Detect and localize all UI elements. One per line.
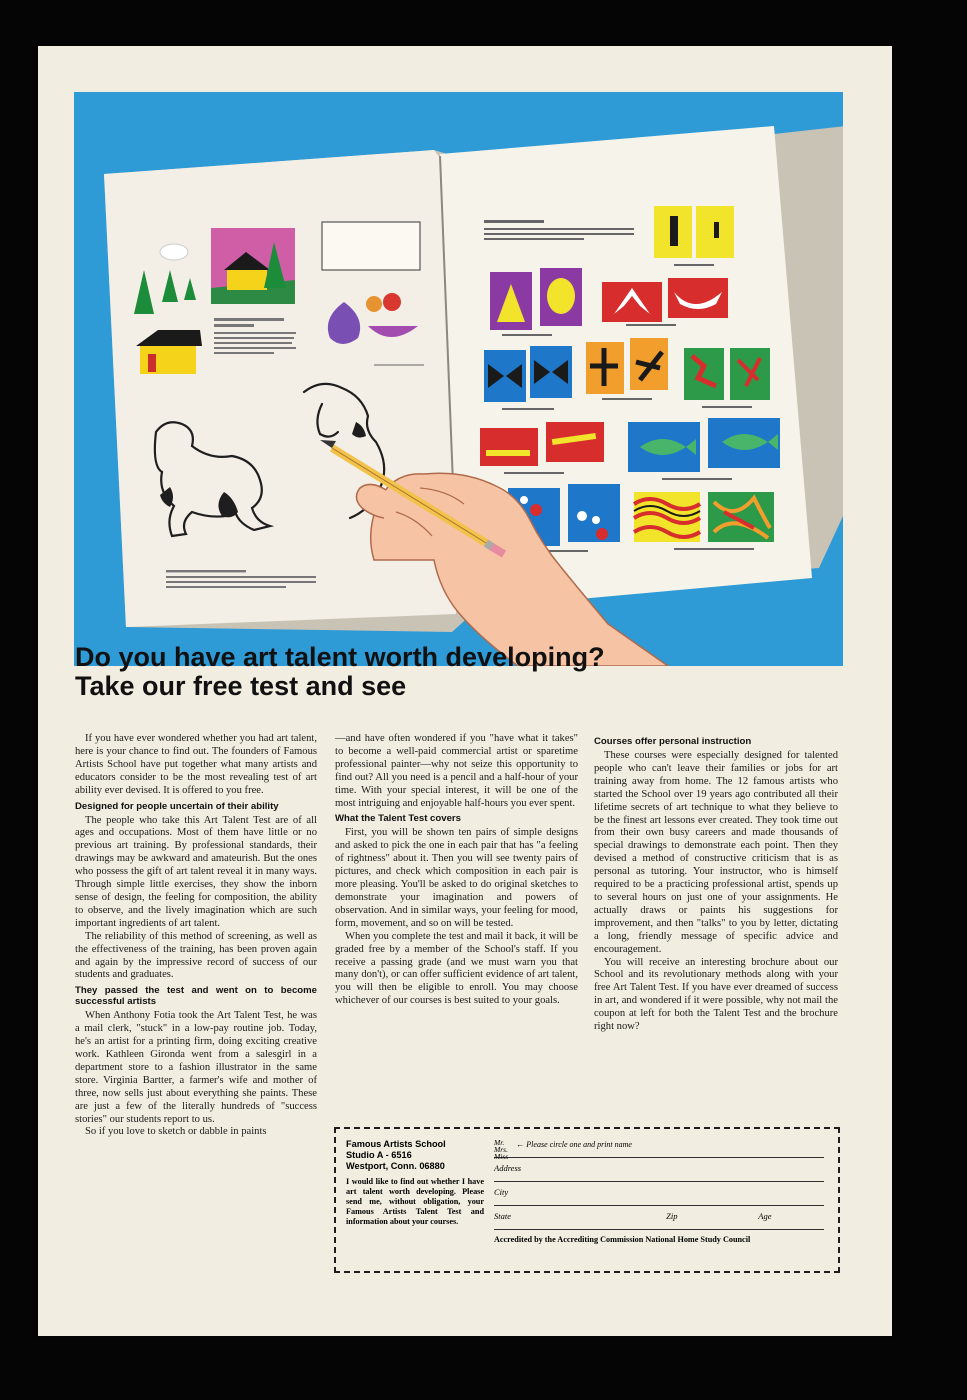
col1-para-2: The people who take this Art Talent Test are of all ages and occupations. Most of them have little or no previous art training. By professional standards, their drawings may be awkward and amateurish. But the ones who possess the gift of art talent reveal it in many ways. Through simple little exercises, they show the inborn sense of design, the feeling for composition, the ability to observe, and the lively imagination which are such important ingredients of art talent. <box>75 814 317 929</box>
coupon-form <box>494 1139 824 1244</box>
column-1 <box>75 733 317 1139</box>
headline-line-2: Take our free test and see <box>75 671 407 701</box>
coupon-address-block <box>346 1139 484 1227</box>
coupon-name-field[interactable] <box>494 1138 824 1161</box>
art-talent-test-illustration <box>74 92 843 666</box>
col1-intro: If you have ever wondered whether you had art talent, here is your chance to find out. The founders of Famous Artists School have put together what many artists and educators consider to be the most revealing test of art ability ever devised. It is offered to you free. <box>75 733 317 796</box>
coupon-name-instruction: ← Please circle one and print name <box>516 1140 632 1149</box>
coupon-city: Westport, Conn. 06880 <box>346 1161 445 1171</box>
col2-para-3: When you complete the test and mail it back, it will be graded free by a member of the School's staff. If you receive a passing grade (and we must warn you that many don't), or can offer sufficient evidence of art talent, you will then be eligible to enroll. You may choose whichever of our courses is best suited to your goals. <box>335 930 578 1007</box>
coupon-accreditation: Accredited by the Accrediting Commission National Home Study Council <box>494 1235 751 1244</box>
address-label: Address <box>494 1163 522 1173</box>
column-3 <box>594 733 838 1034</box>
age-label: Age <box>758 1211 772 1221</box>
col1-para-3: The reliability of this method of screening, as well as the effectiveness of the training, has been proven again and again by the impressive record of success of our students and graduates. <box>75 930 317 981</box>
coupon-studio: Studio A - 6516 <box>346 1150 412 1160</box>
col2-subhead-1: What the Talent Test covers <box>335 813 461 825</box>
col2-para-2: First, you will be shown ten pairs of simple designs and asked to pick the one in each pair that has "a feeling of rightness" about it. Then you will see twenty pairs of pictures, and check which composition in each pair is more pleasing. You'll be asked to do original sketches to demonstrate your imagination and powers of observation. And in similar ways, your feeling for mood, form, movement, and so on will be tested. <box>335 827 578 929</box>
coupon-request-text: I would like to find out whether I have art talent worth developing. Please send me, without obligation, your Famous Artists Talent Test and information about your courses. <box>346 1177 484 1226</box>
col3-subhead-1: Courses offer personal instruction <box>594 736 752 747</box>
title-miss[interactable]: Miss <box>494 1152 509 1161</box>
zip-label: Zip <box>666 1211 678 1221</box>
magazine-page <box>38 46 892 1336</box>
col2-para-1: —and have often wondered if you "have what it takes" to become a well-paid commercial artist or sparetime professional painter—why not seize this opportunity to find out? All you need is a pencil and a half-hour of your time. With your special interest, it will be one of the most intriguing and enjoyable half-hours you ever spent. <box>335 733 578 809</box>
coupon-title-options[interactable] <box>494 1139 508 1160</box>
coupon-address-field[interactable] <box>494 1163 824 1182</box>
col1-subhead-1: Designed for people uncertain of their ability <box>75 800 279 812</box>
coupon-city-field[interactable] <box>494 1187 824 1206</box>
title-mr[interactable]: Mr. <box>494 1138 505 1147</box>
state-label: State <box>494 1211 511 1221</box>
col3-para-2: You will receive an interesting brochure about our School and its revolutionary methods along with your free Art Talent Test. If you have ever dreamed of success in art, and wondered if it were possible, why not mail the coupon at left for both the Talent Test and the brochure right now? <box>594 956 838 1033</box>
mail-coupon[interactable] <box>334 1127 840 1273</box>
city-label: City <box>494 1187 509 1197</box>
col1-para-5: So if you love to sketch or dabble in paints <box>85 1126 267 1138</box>
title-mrs[interactable]: Mrs. <box>494 1145 508 1154</box>
coupon-state-zip-age-field[interactable] <box>494 1211 824 1230</box>
headline <box>75 643 875 701</box>
column-2 <box>335 733 578 1008</box>
col1-subhead-2: They passed the test and went on to become successful artists <box>75 985 317 1008</box>
col3-para-1: These courses were especially designed for talented people who can't leave their families or jobs for art training away from home. The 12 famous artists who started the School over 19 years ago contributed all their lifetime secrets of art technique to what they believe to be the finest art lessons ever created. They took time out from their own busy careers and made thousands of special drawings to demonstrate each point. Then they devised a method of constructive criticism that is as personal as tutoring. Your instructor, who is himself required to be a practicing professional artist, spends up to several hours on just one of your assignments. He actually draws or paints his suggestions for improvement, and then "talks" to you by letter, dictating a long, friendly message of specific advice and encouragement. <box>594 750 838 955</box>
headline-line-1: Do you have art talent worth developing? <box>75 642 605 672</box>
coupon-school-name: Famous Artists School <box>346 1139 446 1149</box>
col1-para-4: When Anthony Fotia took the Art Talent Test, he was a mail clerk, "stuck" in a low-pay routine job. Today, he's an artist for a printing firm, doing exciting creative work. Kathleen Gironda went from a salesgirl in a department store to a fashion illustrator in the same store. Virginia Bartter, a farmer's wife and mother of three, now sells just about everything she paints. These are just a few of the literally hundreds of "success stories" our students report to us. <box>75 1010 317 1125</box>
